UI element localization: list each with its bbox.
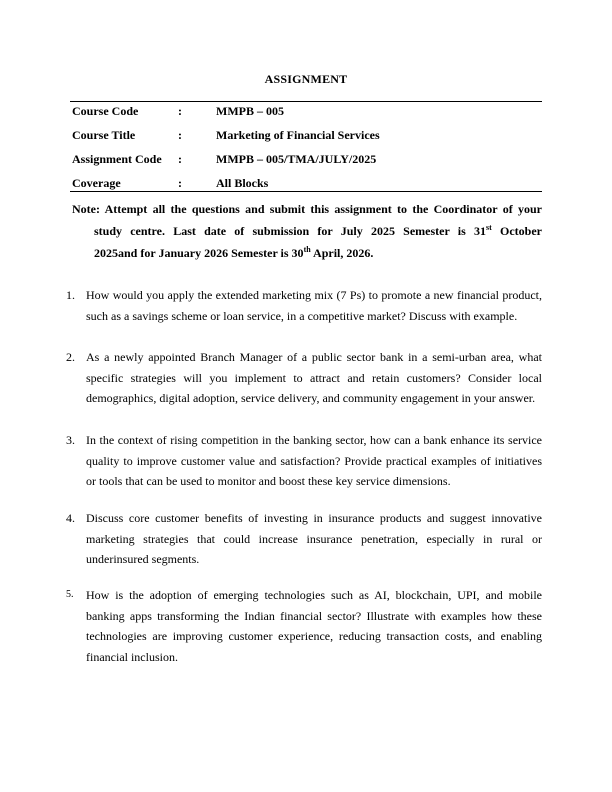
question-line: As a newly appointed Branch Manager of a public sector bank in a semi-urban area, what [86, 350, 542, 364]
note-line: Note: Attempt all the questions and submit this assignment to the Coordinator of your [72, 202, 542, 216]
meta-value: All Blocks [216, 176, 269, 190]
meta-row-coverage [70, 176, 542, 192]
note-text: October [491, 224, 543, 238]
top-divider [70, 101, 542, 102]
question-text [86, 508, 542, 570]
submission-note [72, 198, 542, 264]
question-text [86, 347, 542, 409]
meta-value: MMPB – 005/TMA/JULY/2025 [216, 152, 377, 166]
meta-colon: : [178, 152, 182, 166]
question-line: marketing strategies that could increase insurance penetration, especially in rural or [86, 531, 542, 546]
meta-colon: : [178, 128, 182, 142]
note-text: 2025and for January 2026 Semester is 30 [94, 246, 304, 260]
note-text: April, 2026. [310, 246, 374, 260]
question-line: banking apps transforming the Indian financial sector? Illustrate with examples how these [86, 608, 542, 623]
meta-value: MMPB – 005 [216, 104, 284, 118]
question-line: underinsured segments. [86, 552, 200, 566]
question-number: 2. [66, 350, 75, 364]
meta-row-course-code [70, 104, 542, 120]
question-line: How would you apply the extended marketing mix (7 Ps) to promote a new financial product, [86, 288, 542, 302]
question-number: 5. [66, 589, 74, 600]
question-text [86, 285, 542, 326]
meta-colon: : [178, 176, 182, 190]
meta-label: Course Code [72, 104, 139, 118]
note-superscript: st [486, 223, 492, 232]
note-line [72, 220, 542, 242]
meta-value: Marketing of Financial Services [216, 128, 380, 142]
question-line: or tools that can be used to monitor and boost these key service dimensions. [86, 474, 451, 488]
note-text: study centre. Last date of submission for July 2025 Semester is 31 [94, 224, 487, 238]
question-line: Discuss core customer benefits of investing in insurance products and suggest innovative [86, 511, 542, 525]
meta-label: Coverage [72, 176, 121, 190]
meta-row-assignment-code [70, 152, 542, 168]
question-line: quality to improve customer value and satisfaction? Provide practical examples of initiatives [86, 453, 542, 468]
question-text [86, 585, 542, 667]
question-line: In the context of rising competition in the banking sector, how can a bank enhance its service [86, 433, 542, 447]
note-line [72, 242, 542, 264]
meta-row-course-title [70, 128, 542, 144]
question-line: such as a savings scheme or loan service, in a competitive market? Discuss with example. [86, 308, 518, 323]
meta-colon: : [178, 104, 182, 118]
question-text [86, 430, 542, 492]
question-number: 4. [66, 511, 75, 525]
question-line: technologies are improving customer experience, reducing transaction costs, and enabling [86, 629, 542, 643]
question-line: How is the adoption of emerging technologies such as AI, blockchain, UPI, and mobile [86, 588, 542, 602]
bottom-divider [70, 191, 542, 192]
meta-label: Assignment Code [72, 152, 162, 166]
question-line: specific strategies will you implement to attract and retain customers? Consider local [86, 370, 542, 385]
question-line: demographics, digital adoption, service delivery, and community engagement in your answer. [86, 391, 536, 405]
note-superscript: th [303, 245, 311, 254]
question-number: 1. [66, 288, 75, 302]
page-title: ASSIGNMENT [264, 72, 348, 86]
question-line: financial inclusion. [86, 649, 178, 664]
meta-label: Course Title [72, 128, 136, 142]
question-number: 3. [66, 433, 75, 447]
